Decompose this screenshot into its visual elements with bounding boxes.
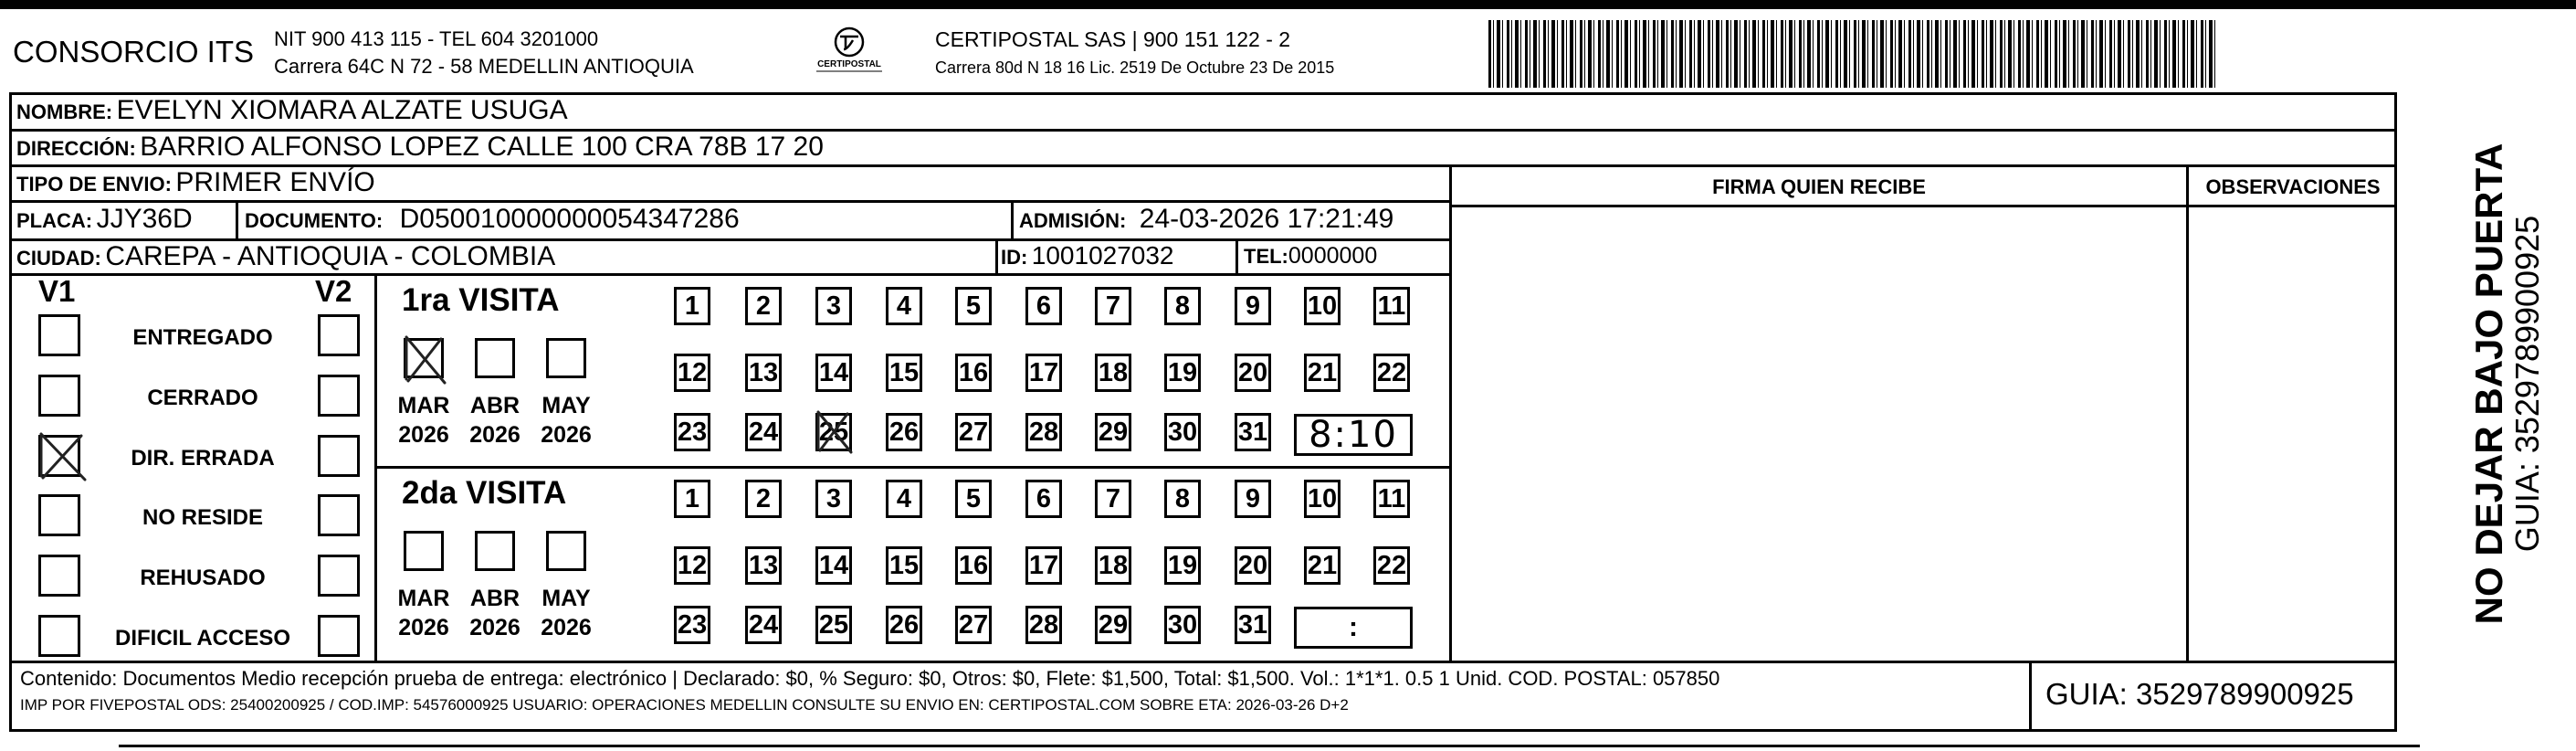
- footer-line-1: Contenido: Documentos Medio recepción prueba de entrega: electrónico | Declarado: $0, % Seguro: $0, Otros: $0, Flete: $1,500, Total: $1,500. Vol.: 1*1*1. 0.5 1 Unid. COD. POSTAL: 057850: [20, 667, 1720, 690]
- day-number: 22: [1376, 550, 1407, 580]
- v2-checkbox-4[interactable]: [318, 494, 360, 536]
- day-number: 18: [1098, 357, 1129, 387]
- day-box-16[interactable]: [955, 546, 992, 585]
- day-box-31[interactable]: [1235, 606, 1271, 644]
- v2-checkbox-3[interactable]: [318, 435, 360, 477]
- day-number: 24: [748, 417, 779, 447]
- day-number: 13: [748, 550, 779, 580]
- day-number: 4: [896, 291, 912, 321]
- month-year: 2026: [541, 422, 592, 448]
- day-number: 20: [1237, 357, 1268, 387]
- day-box-22[interactable]: [1373, 546, 1410, 585]
- company-name: CONSORCIO ITS: [13, 35, 255, 69]
- day-number: 17: [1028, 357, 1059, 387]
- month-year: 2026: [398, 615, 449, 640]
- day-number: 23: [677, 417, 708, 447]
- day-box-29[interactable]: [1095, 413, 1131, 451]
- day-number: 24: [748, 609, 779, 640]
- month-checkbox-mar[interactable]: [404, 338, 444, 378]
- footer-guia: GUIA: 3529789900925: [2045, 677, 2354, 711]
- day-box-14[interactable]: [815, 354, 852, 392]
- day-number: 31: [1237, 417, 1268, 447]
- top-border: [0, 0, 2576, 9]
- day-number: 11: [1377, 483, 1406, 513]
- day-number: 19: [1167, 550, 1198, 580]
- day-number: 21: [1307, 357, 1338, 387]
- day-box-9[interactable]: [1235, 480, 1271, 518]
- day-number: 27: [958, 609, 989, 640]
- bottom-rule: [119, 745, 2420, 747]
- day-number: 9: [1245, 291, 1261, 321]
- footer-line-2: IMP POR FIVEPOSTAL ODS: 25400200925 / COD.IMP: 54576000925 USUARIO: OPERACIONES MEDELLIN CONSULTE SU ENVIO EN: CERTIPOSTAL.COM SOBRE ETA: 2026-03-26 D+2: [20, 696, 1349, 714]
- ciudad-row: [16, 241, 555, 272]
- company-address: Carrera 64C N 72 - 58 MEDELLIN ANTIOQUIA: [274, 55, 694, 78]
- nombre-value: EVELYN XIOMARA ALZATE USUGA: [116, 95, 568, 125]
- day-number: 31: [1237, 609, 1268, 640]
- status-label: DIR. ERRADA: [131, 446, 275, 471]
- day-box-4[interactable]: [886, 480, 922, 518]
- v2-label: V2: [315, 274, 352, 308]
- documento-row: [245, 204, 740, 235]
- certipostal-logo-text: CERTIPOSTAL: [817, 59, 881, 69]
- day-box-12[interactable]: [674, 354, 710, 392]
- day-box-8[interactable]: [1164, 480, 1201, 518]
- status-label: NO RESIDE: [142, 505, 264, 530]
- v2-checkbox-2[interactable]: [318, 375, 360, 417]
- tipo-label: TIPO DE ENVIO:: [16, 173, 172, 196]
- day-number: 8: [1174, 483, 1191, 513]
- day-box-21[interactable]: [1304, 546, 1341, 585]
- day-box-19[interactable]: [1164, 546, 1201, 585]
- day-box-13[interactable]: [745, 546, 782, 585]
- side-warning: NO DEJAR BAJO PUERTA: [2467, 143, 2510, 625]
- month-checkbox-may[interactable]: [546, 338, 586, 378]
- time-field[interactable]: 8:10: [1294, 414, 1413, 456]
- day-number: 10: [1307, 291, 1338, 321]
- day-number: 22: [1376, 357, 1407, 387]
- ciudad-label: CIUDAD:: [16, 247, 101, 270]
- v2-checkbox-1[interactable]: [318, 314, 360, 356]
- id-label: ID:: [1001, 246, 1028, 269]
- company-nit-tel: NIT 900 413 115 - TEL 604 3201000: [274, 27, 599, 50]
- side-guia: GUIA: 3529789900925: [2508, 215, 2546, 553]
- day-number: 1: [684, 291, 700, 321]
- ciudad-value: CAREPA - ANTIOQUIA - COLOMBIA: [105, 241, 556, 271]
- month-year: 2026: [541, 615, 592, 640]
- day-box-30[interactable]: [1164, 413, 1201, 451]
- day-box-23[interactable]: [674, 413, 710, 451]
- day-box-8[interactable]: [1164, 287, 1201, 325]
- day-box-11[interactable]: [1373, 480, 1410, 518]
- day-number: 14: [818, 357, 849, 387]
- day-box-24[interactable]: [745, 413, 782, 451]
- day-box-12[interactable]: [674, 546, 710, 585]
- day-box-17[interactable]: [1025, 546, 1062, 585]
- nombre-label: NOMBRE:: [16, 100, 113, 123]
- day-number: 25: [818, 609, 849, 640]
- day-number: 30: [1167, 417, 1198, 447]
- day-number: 8: [1174, 291, 1191, 321]
- day-number: 27: [958, 417, 989, 447]
- day-number: 1: [684, 483, 700, 513]
- day-number: 9: [1245, 483, 1261, 513]
- day-box-6[interactable]: [1025, 480, 1062, 518]
- day-box-9[interactable]: [1235, 287, 1271, 325]
- month-label: MAR: [397, 393, 450, 418]
- firma-header: FIRMA QUIEN RECIBE: [1712, 175, 1926, 198]
- day-box-27[interactable]: [955, 413, 992, 451]
- day-box-20[interactable]: [1235, 546, 1271, 585]
- day-box-7[interactable]: [1095, 480, 1131, 518]
- direccion-value: BARRIO ALFONSO LOPEZ CALLE 100 CRA 78B 17 20: [140, 132, 824, 162]
- day-number: 7: [1105, 483, 1121, 513]
- day-box-26[interactable]: [886, 413, 922, 451]
- barcode: [1488, 20, 2219, 88]
- month-year: 2026: [398, 422, 449, 448]
- day-box-28[interactable]: [1025, 606, 1062, 644]
- id-value: 1001027032: [1031, 241, 1174, 270]
- admision-row: [1019, 204, 1393, 235]
- day-number: 3: [825, 483, 842, 513]
- v1-label: V1: [38, 274, 76, 308]
- status-label: CERRADO: [147, 386, 258, 410]
- tipo-value: PRIMER ENVÍO: [175, 167, 375, 197]
- day-number: 16: [958, 357, 989, 387]
- courier-name: CERTIPOSTAL SAS | 900 151 122 - 2: [935, 27, 1291, 51]
- month-year: 2026: [469, 615, 520, 640]
- v1-checkbox-4[interactable]: [38, 494, 80, 536]
- day-number: 15: [888, 357, 920, 387]
- day-box-30[interactable]: [1164, 606, 1201, 644]
- month-checkbox-may[interactable]: [546, 531, 586, 571]
- day-box-3[interactable]: [815, 287, 852, 325]
- day-number: 11: [1377, 291, 1406, 321]
- direccion-row: [16, 132, 824, 163]
- handwritten-x-mark: [36, 430, 89, 481]
- visit-title: 2da VISITA: [402, 475, 567, 511]
- handwritten-x-mark: [813, 408, 855, 454]
- certipostal-logo: [804, 24, 895, 80]
- day-number: 28: [1028, 609, 1059, 640]
- month-label: MAR: [397, 586, 450, 611]
- month-label: ABR: [469, 393, 520, 418]
- courier-address: Carrera 80d N 18 16 Lic. 2519 De Octubre 23 De 2015: [935, 58, 1335, 77]
- day-number: 17: [1028, 550, 1059, 580]
- observaciones-header: OBSERVACIONES: [2205, 175, 2381, 198]
- day-box-25[interactable]: [815, 413, 852, 451]
- day-box-19[interactable]: [1164, 354, 1201, 392]
- tipo-row: [16, 167, 375, 198]
- day-box-20[interactable]: [1235, 354, 1271, 392]
- month-label: ABR: [469, 586, 520, 611]
- v2-checkbox-6[interactable]: [318, 615, 360, 657]
- day-number: 5: [965, 291, 982, 321]
- day-number: 7: [1105, 291, 1121, 321]
- v1-checkbox-3[interactable]: [38, 435, 80, 477]
- day-number: 16: [958, 550, 989, 580]
- day-number: 23: [677, 609, 708, 640]
- documento-label: DOCUMENTO:: [245, 209, 384, 232]
- month-checkbox-abr[interactable]: [475, 531, 515, 571]
- month-checkbox-abr[interactable]: [475, 338, 515, 378]
- day-box-31[interactable]: [1235, 413, 1271, 451]
- day-box-25[interactable]: [815, 606, 852, 644]
- day-number: 21: [1307, 550, 1338, 580]
- direccion-label: DIRECCIÓN:: [16, 137, 136, 160]
- day-number: 6: [1036, 483, 1052, 513]
- status-label: DIFICIL ACCESO: [114, 626, 290, 651]
- placa-label: PLACA:: [16, 209, 93, 232]
- day-box-21[interactable]: [1304, 354, 1341, 392]
- day-box-10[interactable]: [1304, 287, 1341, 325]
- day-box-13[interactable]: [745, 354, 782, 392]
- nombre-row: [16, 95, 568, 126]
- day-number: 5: [965, 483, 982, 513]
- visit-title: 1ra VISITA: [402, 282, 560, 318]
- day-box-1[interactable]: [674, 287, 710, 325]
- day-box-15[interactable]: [886, 354, 922, 392]
- day-number: 13: [748, 357, 779, 387]
- month-label: MAY: [541, 586, 591, 611]
- v1-checkbox-6[interactable]: [38, 615, 80, 657]
- day-box-2[interactable]: [745, 287, 782, 325]
- day-number: 29: [1098, 417, 1129, 447]
- day-box-1[interactable]: [674, 480, 710, 518]
- day-box-18[interactable]: [1095, 546, 1131, 585]
- tel-value: 0000000: [1288, 243, 1378, 269]
- day-box-6[interactable]: [1025, 287, 1062, 325]
- day-box-15[interactable]: [886, 546, 922, 585]
- day-number: 28: [1028, 417, 1059, 447]
- day-number: 2: [755, 291, 772, 321]
- admision-value: 24-03-2026 17:21:49: [1139, 204, 1394, 234]
- placa-row: [16, 204, 193, 235]
- day-number: 26: [888, 609, 920, 640]
- tel-row: [1244, 243, 1377, 270]
- month-year: 2026: [469, 422, 520, 448]
- day-number: 19: [1167, 357, 1198, 387]
- day-box-27[interactable]: [955, 606, 992, 644]
- day-box-11[interactable]: [1373, 287, 1410, 325]
- day-number: 14: [818, 550, 849, 580]
- day-number: 25: [818, 417, 849, 447]
- id-row: [1001, 241, 1174, 270]
- v1-checkbox-5[interactable]: [38, 555, 80, 597]
- day-box-5[interactable]: [955, 480, 992, 518]
- day-number: 10: [1307, 483, 1338, 513]
- day-box-18[interactable]: [1095, 354, 1131, 392]
- day-number: 20: [1237, 550, 1268, 580]
- day-box-28[interactable]: [1025, 413, 1062, 451]
- day-number: 18: [1098, 550, 1129, 580]
- status-label: ENTREGADO: [132, 325, 273, 350]
- month-checkbox-mar[interactable]: [404, 531, 444, 571]
- month-label: MAY: [541, 393, 591, 418]
- day-box-16[interactable]: [955, 354, 992, 392]
- day-box-23[interactable]: [674, 606, 710, 644]
- v1-checkbox-1[interactable]: [38, 314, 80, 356]
- day-number: 2: [755, 483, 772, 513]
- day-box-10[interactable]: [1304, 480, 1341, 518]
- day-box-2[interactable]: [745, 480, 782, 518]
- handwritten-x-mark: [401, 333, 448, 385]
- v2-checkbox-5[interactable]: [318, 555, 360, 597]
- day-number: 12: [677, 357, 708, 387]
- tel-label: TEL:: [1244, 245, 1288, 268]
- admision-label: ADMISIÓN:: [1019, 209, 1127, 232]
- day-number: 30: [1167, 609, 1198, 640]
- v1-checkbox-2[interactable]: [38, 375, 80, 417]
- day-box-26[interactable]: [886, 606, 922, 644]
- time-field[interactable]: :: [1294, 607, 1413, 649]
- day-number: 26: [888, 417, 920, 447]
- day-number: 6: [1036, 291, 1052, 321]
- day-box-4[interactable]: [886, 287, 922, 325]
- certipostal-logo-icon: [804, 24, 895, 80]
- day-box-22[interactable]: [1373, 354, 1410, 392]
- day-number: 29: [1098, 609, 1129, 640]
- day-box-17[interactable]: [1025, 354, 1062, 392]
- placa-value: JJY36D: [96, 204, 193, 234]
- day-box-5[interactable]: [955, 287, 992, 325]
- status-label: REHUSADO: [140, 566, 266, 590]
- day-box-3[interactable]: [815, 480, 852, 518]
- day-number: 15: [888, 550, 920, 580]
- day-number: 3: [825, 291, 842, 321]
- documento-value: D050010000000054347286: [399, 204, 740, 234]
- day-number: 4: [896, 483, 912, 513]
- day-box-14[interactable]: [815, 546, 852, 585]
- day-number: 12: [677, 550, 708, 580]
- day-box-24[interactable]: [745, 606, 782, 644]
- day-box-7[interactable]: [1095, 287, 1131, 325]
- day-box-29[interactable]: [1095, 606, 1131, 644]
